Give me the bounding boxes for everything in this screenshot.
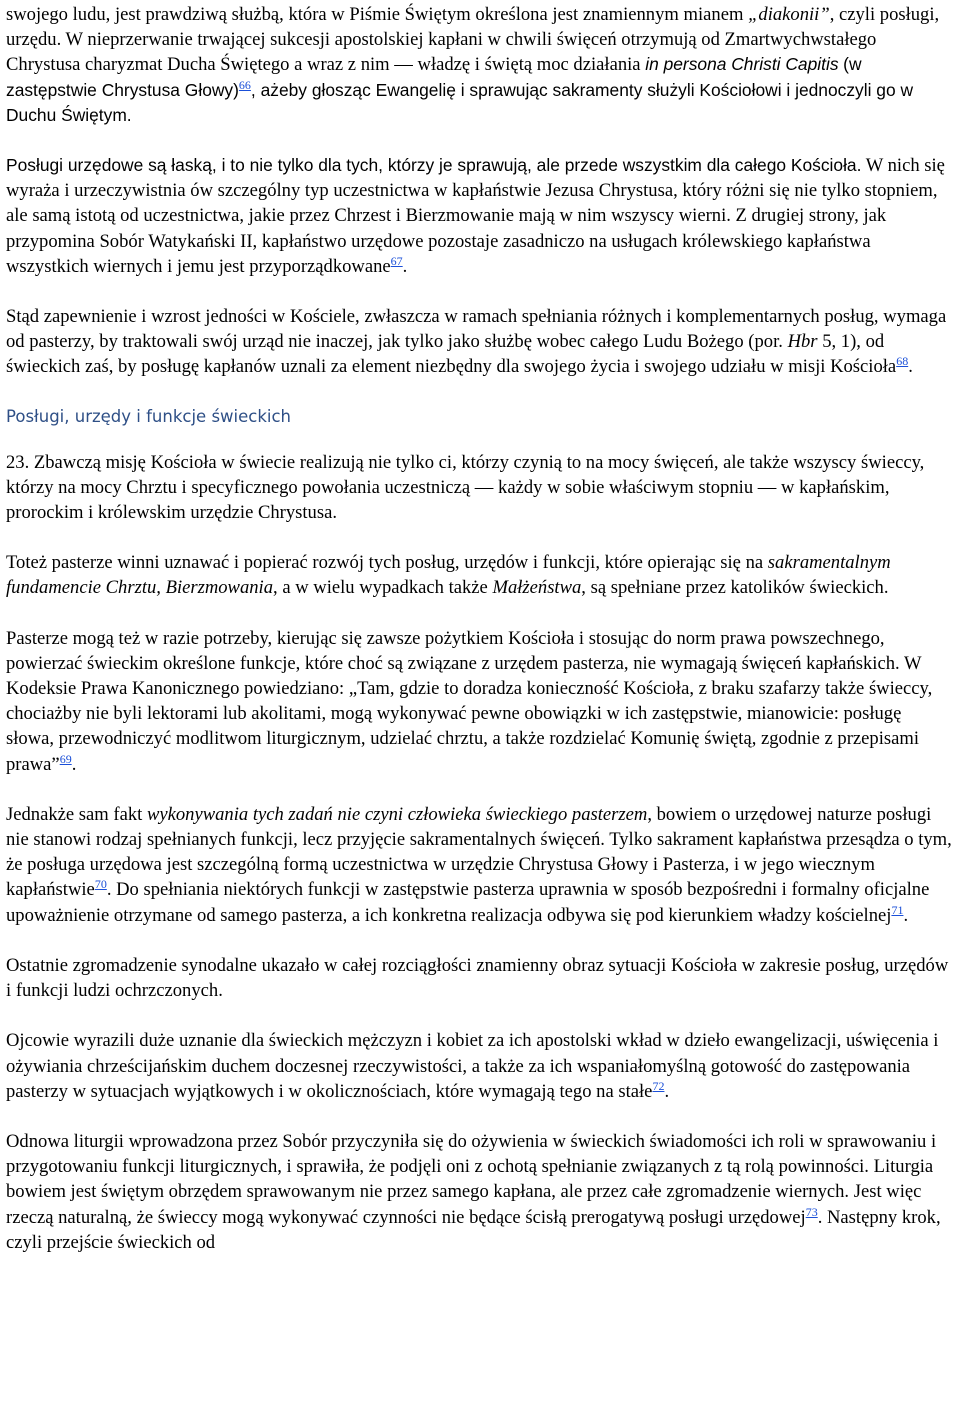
paragraph-text: Toteż pasterze winni uznawać i popierać rozwój tych posług, urzędów i funkcji, które opierając się na	[6, 552, 764, 574]
paragraph-text: , czyli posługi, urzędu. W nieprzerwanie trwającej sukcesji apostolskiej kapłani w chwili święceń otrzymują od Zmartwychwstałego Chrystusa charyzmat Ducha Świętego a wraz z nim — władzę i świętą moc działania	[6, 4, 940, 76]
paragraph-9	[6, 1028, 954, 1104]
paragraph-6	[6, 626, 954, 777]
paragraph-1	[6, 2, 954, 128]
footnote-link-72[interactable]: 72	[652, 1078, 665, 1093]
paragraph-text: , ażeby głosząc Ewangelię i sprawując sakramenty służyli Kościołowi i jednoczyli go w Duchu Świętym.	[6, 79, 914, 125]
paragraph-text: Pasterze mogą też w razie potrzeby, kierując się zawsze pożytkiem Kościoła i stosując do norm prawa powszechnego, powierzać świeckim określone funkcje, które choć są związane z urzędem pasterza, nie wymagają święceń kapłańskich. W Kodeksie Prawa Kanonicznego powiedziano: „Tam, gdzie to doradza konieczność Kościoła, z braku szafarzy także świeccy, chociażby nie byli lektorami lub akolitami, mogą wykonywać pewne obowiązki w ich zastępstwie, mianowicie: posługę słowa, przewodniczyć modlitwom liturgicznym, udzielać chrztu, a także rozdzielać Komunię świętą, zgodnie z przepisami prawa”	[6, 627, 933, 775]
paragraph-text: Odnowa liturgii wprowadzona przez Sobór przyczyniła się do ożywienia w świeckich świadomości ich roli w sprawowaniu i przygotowaniu funkcji liturgicznych, i sprawiła, że podjęli oni z ochotą spełnianie związanych z tą rolą powinności. Liturgia bowiem jest świętym obrzędem sprawowanym nie przez samego kapłana, ale przez całe zgromadzenie wiernych. Jest więc rzeczą naturalną, że świeccy mogą wykonywać czynności nie będące ścisłą prerogatywą posługi urzędowej	[6, 1130, 937, 1228]
italic-term: „diakonii”	[748, 4, 830, 25]
paragraph-text: Jednakże sam fakt	[6, 803, 143, 825]
paragraph-8: Ostatnie zgromadzenie synodalne ukazało w całej rozciągłości znamienny obraz sytuacji Kościoła w zakresie posług, urzędów i funkcji ludzi ochrzczonych.	[6, 954, 949, 1002]
paragraph-text: swojego ludu, jest prawdziwą służbą, która w Piśmie Świętym określona jest znamiennym mianem	[6, 4, 744, 25]
paragraph-text: , a w wielu wypadkach także	[273, 577, 488, 599]
footnote-link-66[interactable]: 66	[238, 77, 251, 92]
paragraph-7	[6, 802, 954, 928]
italic-term: wykonywania tych zadań nie czyni człowieka świeckiego pasterzem	[146, 803, 648, 825]
paragraph-text: W nich się wyraża i urzeczywistnia ów szczególny typ uczestnictwa w kapłaństwie Jezusa Chrystusa, który różni się nie tylko stopniem, ale samą istotą od uczestnictwa, jakie przez Chrzest i Bierzmowanie mają w nim wszyscy wierni. Z drugiej strony, jak przypomina Sobór Watykański II, kapłaństwo urzędowe pozostaje zasadniczo na usługach królewskiego kapłaństwa wszystkich wiernych i jemu jest przyporządkowane	[6, 155, 945, 277]
paragraph-text: 5, 1), od świeckich zaś, by posługę kapłanów uznali za element niezbędny dla swojego życia i swojego udziału w misji Kościoła	[6, 331, 897, 378]
footnote-link-67[interactable]: 67	[390, 253, 403, 268]
paragraph-10	[6, 1129, 954, 1255]
italic-term: Hbr	[787, 331, 818, 353]
paragraph-5	[6, 550, 954, 600]
footnote-link-68[interactable]: 68	[896, 354, 909, 369]
paragraph-3	[6, 304, 954, 380]
footnote-link-71[interactable]: 71	[891, 902, 904, 917]
paragraph-text: .	[664, 1080, 670, 1102]
paragraph-text: Ojcowie wyrazili duże uznanie dla świeckich mężczyzn i kobiet za ich apostolski wkład w dzieło ewangelizacji, uświęcenia i ożywiania chrześcijańskim duchem doczesnej rzeczywistości, a także za ich wspaniałomyślną gotowość do zastępowania pasterzy w sytuacjach wyjątkowych i w okolicznościach, które wymagają tego na stałe	[6, 1030, 939, 1102]
paragraph-4: 23. Zbawczą misję Kościoła w świecie realizują nie tylko ci, którzy czynią to na mocy święceń, ale także wszyscy świeccy, którzy na mocy Chrztu i specyficznego powołania uczestniczą — każdy w sobie właściwym stopniu — w kapłańskim, prorockim i królewskim urzędzie Chrystusa.	[6, 451, 925, 524]
paragraph-text: .	[903, 904, 909, 926]
paragraph-text: Stąd zapewnienie i wzrost jedności w Kościele, zwłaszcza w ramach spełniania różnych i komplementarnych posług, wymaga od pasterzy, by traktowali swój urząd nie inaczej, jak tylko jako służbę wobec całego Ludu Bożego (por.	[6, 306, 947, 353]
paragraph-text: .	[71, 753, 77, 775]
italic-term: Małżeństwa	[492, 577, 582, 599]
paragraph-text: . Następny krok, czyli przejście świeckich od	[6, 1206, 941, 1253]
footnote-link-69[interactable]: 69	[59, 751, 72, 766]
paragraph-text: .	[402, 255, 408, 277]
paragraph-text: Posługi urzędowe są łaską, i to nie tylko dla tych, którzy je sprawują, ale przede wszystkim dla całego Kościoła.	[6, 155, 862, 176]
paragraph-text: . Do spełniania niektórych funkcji w zastępstwie pasterza uprawnia w sposób bezpośredni i formalny oficjalne upoważnienie otrzymane od samego pasterza, a ich konkretna realizacja odbywa się pod kierunkiem władzy kościelnej	[6, 879, 930, 926]
paragraph-2	[6, 153, 954, 279]
italic-term: in persona Christi Capitis	[645, 54, 839, 75]
paragraph-text: .	[908, 356, 913, 378]
footnote-link-70[interactable]: 70	[94, 877, 107, 892]
paragraph-text: , są spełniane przez katolików świeckich.	[581, 577, 889, 599]
paragraph-text: (w zastępstwie Chrystusa Głowy)	[6, 54, 862, 100]
paragraph-text: , bowiem o urzędowej naturze posługi nie stanowi rodzaj spełnianych funkcji, lecz przyjęcie sakramentalnych święceń. Tylko sakrament kapłaństwa przesądza o tym, że posługa urzędowa jest szczególną formą uczestnictwa w urzędzie Chrystusa Głowy i Pasterza, i w jego wiecznym kapłaństwie	[6, 803, 952, 901]
section-heading: Posługi, urzędy i funkcje świeckich	[6, 406, 292, 426]
italic-term: sakramentalnym fundamencie Chrztu, Bierzmowania	[6, 552, 891, 599]
footnote-link-73[interactable]: 73	[805, 1204, 818, 1219]
